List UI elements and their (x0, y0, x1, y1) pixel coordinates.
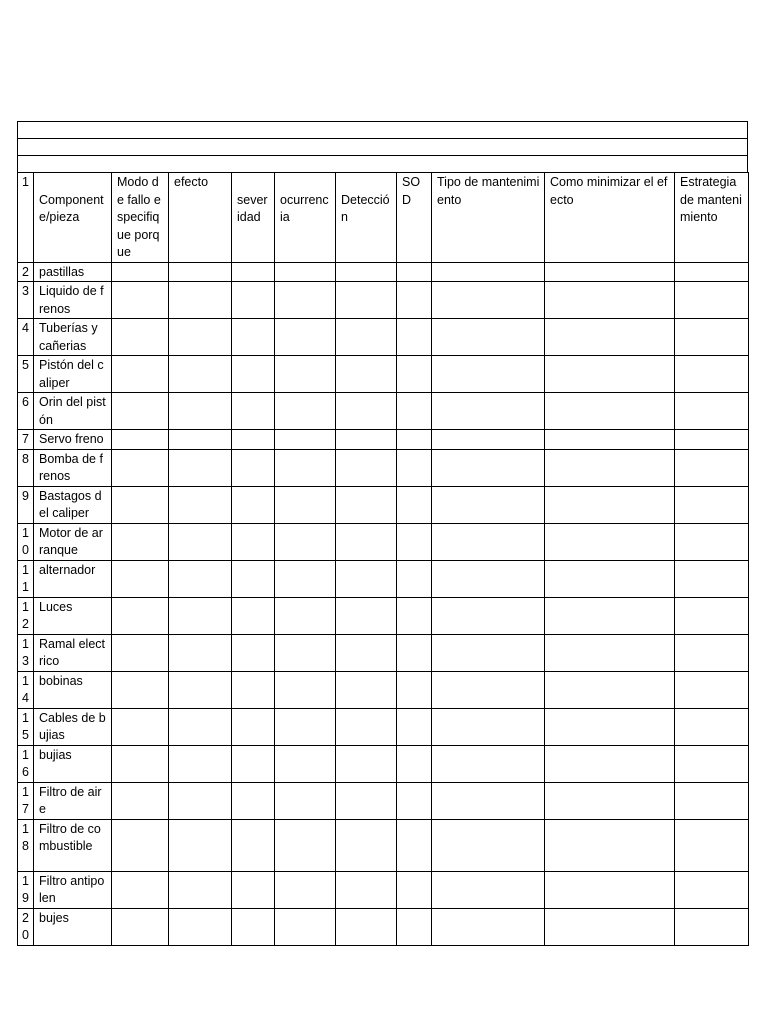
table-row (18, 671, 749, 708)
component-cell: bujias (34, 745, 112, 782)
component-cell: Filtro de combustible (34, 819, 112, 871)
sod-cell[interactable] (397, 449, 432, 486)
modo-cell[interactable] (112, 449, 169, 486)
ocurrencia-cell[interactable] (275, 745, 336, 782)
row-number: 11 (18, 560, 34, 597)
table-row (18, 486, 749, 523)
ocurrencia-cell[interactable] (275, 671, 336, 708)
row-number: 2 (18, 262, 34, 282)
header-componente-label: Componente/pieza (39, 192, 104, 224)
severidad-cell[interactable] (232, 523, 275, 560)
modo-cell[interactable] (112, 634, 169, 671)
severidad-cell[interactable] (232, 262, 275, 282)
sod-cell[interactable] (397, 819, 432, 871)
deteccion-cell[interactable] (336, 708, 397, 745)
row-number: 12 (18, 597, 34, 634)
tipo-cell[interactable] (432, 262, 545, 282)
severidad-cell[interactable] (232, 430, 275, 450)
row-number: 18 (18, 819, 34, 871)
component-cell: bujes (34, 908, 112, 945)
component-cell: Tuberías y cañerias (34, 319, 112, 356)
minimizar-cell[interactable] (545, 871, 675, 908)
row-number: 7 (18, 430, 34, 450)
efecto-cell[interactable] (169, 356, 232, 393)
header-estrategia: Estrategia de mantenimiento (675, 173, 749, 263)
deteccion-cell[interactable] (336, 745, 397, 782)
estrategia-cell[interactable] (675, 560, 749, 597)
modo-cell[interactable] (112, 319, 169, 356)
title-band-1 (17, 121, 748, 138)
component-cell: Filtro antipolen (34, 871, 112, 908)
estrategia-cell[interactable] (675, 634, 749, 671)
severidad-cell[interactable] (232, 393, 275, 430)
estrategia-cell[interactable] (675, 782, 749, 819)
row-number: 15 (18, 708, 34, 745)
deteccion-cell[interactable] (336, 908, 397, 945)
sod-cell[interactable] (397, 486, 432, 523)
minimizar-cell[interactable] (545, 819, 675, 871)
header-componente (34, 173, 112, 263)
ocurrencia-cell[interactable] (275, 262, 336, 282)
modo-cell[interactable] (112, 262, 169, 282)
ocurrencia-cell[interactable] (275, 597, 336, 634)
row-number: 19 (18, 871, 34, 908)
tipo-cell[interactable] (432, 486, 545, 523)
component-cell: Servo freno (34, 430, 112, 450)
sod-cell[interactable] (397, 430, 432, 450)
estrategia-cell[interactable] (675, 430, 749, 450)
ocurrencia-cell[interactable] (275, 449, 336, 486)
deteccion-cell[interactable] (336, 560, 397, 597)
table-row (18, 449, 749, 486)
severidad-cell[interactable] (232, 486, 275, 523)
fmea-table (17, 172, 749, 946)
severidad-cell[interactable] (232, 319, 275, 356)
efecto-cell[interactable] (169, 708, 232, 745)
component-cell: Bastagos del caliper (34, 486, 112, 523)
efecto-cell[interactable] (169, 282, 232, 319)
modo-cell[interactable] (112, 282, 169, 319)
header-row (18, 173, 749, 263)
ocurrencia-cell[interactable] (275, 871, 336, 908)
row-number: 3 (18, 282, 34, 319)
severidad-cell[interactable] (232, 449, 275, 486)
header-minimizar: Como minimizar el efecto (545, 173, 675, 263)
modo-cell[interactable] (112, 745, 169, 782)
table-row (18, 430, 749, 450)
deteccion-cell[interactable] (336, 634, 397, 671)
table-row (18, 393, 749, 430)
estrategia-cell[interactable] (675, 671, 749, 708)
ocurrencia-cell[interactable] (275, 523, 336, 560)
row-number: 14 (18, 671, 34, 708)
modo-cell[interactable] (112, 430, 169, 450)
header-severidad-label: severidad (237, 192, 268, 224)
tipo-cell[interactable] (432, 393, 545, 430)
component-cell: pastillas (34, 262, 112, 282)
component-cell: Ramal electrico (34, 634, 112, 671)
sod-cell[interactable] (397, 393, 432, 430)
ocurrencia-cell[interactable] (275, 908, 336, 945)
tipo-cell[interactable] (432, 708, 545, 745)
severidad-cell[interactable] (232, 745, 275, 782)
tipo-cell[interactable] (432, 871, 545, 908)
sod-cell[interactable] (397, 282, 432, 319)
tipo-cell[interactable] (432, 560, 545, 597)
minimizar-cell[interactable] (545, 745, 675, 782)
efecto-cell[interactable] (169, 449, 232, 486)
row-number: 20 (18, 908, 34, 945)
modo-cell[interactable] (112, 523, 169, 560)
deteccion-cell[interactable] (336, 319, 397, 356)
efecto-cell[interactable] (169, 671, 232, 708)
table-row (18, 908, 749, 945)
row-number: 4 (18, 319, 34, 356)
deteccion-cell[interactable] (336, 523, 397, 560)
component-cell: Luces (34, 597, 112, 634)
minimizar-cell[interactable] (545, 671, 675, 708)
minimizar-cell[interactable] (545, 908, 675, 945)
modo-cell[interactable] (112, 356, 169, 393)
row-number: 8 (18, 449, 34, 486)
estrategia-cell[interactable] (675, 449, 749, 486)
deteccion-cell[interactable] (336, 282, 397, 319)
sod-cell[interactable] (397, 523, 432, 560)
estrategia-cell[interactable] (675, 282, 749, 319)
table-row (18, 819, 749, 871)
tipo-cell[interactable] (432, 356, 545, 393)
header-sod: SOD (397, 173, 432, 263)
minimizar-cell[interactable] (545, 708, 675, 745)
minimizar-cell[interactable] (545, 282, 675, 319)
minimizar-cell[interactable] (545, 523, 675, 560)
row-number: 6 (18, 393, 34, 430)
component-cell: Cables de bujias (34, 708, 112, 745)
header-deteccion-label: Detección (341, 192, 390, 224)
efecto-cell[interactable] (169, 393, 232, 430)
row-number: 16 (18, 745, 34, 782)
component-cell: Liquido de frenos (34, 282, 112, 319)
tipo-cell[interactable] (432, 282, 545, 319)
tipo-cell[interactable] (432, 782, 545, 819)
component-cell: alternador (34, 560, 112, 597)
table-row (18, 597, 749, 634)
efecto-cell[interactable] (169, 634, 232, 671)
estrategia-cell[interactable] (675, 486, 749, 523)
component-cell: Pistón del caliper (34, 356, 112, 393)
table-row (18, 634, 749, 671)
minimizar-cell[interactable] (545, 430, 675, 450)
deteccion-cell[interactable] (336, 782, 397, 819)
title-band-3 (17, 155, 748, 172)
ocurrencia-cell[interactable] (275, 356, 336, 393)
estrategia-cell[interactable] (675, 819, 749, 871)
deteccion-cell[interactable] (336, 430, 397, 450)
header-efecto: efecto (169, 173, 232, 263)
fmea-sheet (17, 121, 748, 946)
estrategia-cell[interactable] (675, 908, 749, 945)
deteccion-cell[interactable] (336, 393, 397, 430)
ocurrencia-cell[interactable] (275, 282, 336, 319)
header-modo: Modo de fallo especifique porque (112, 173, 169, 263)
tipo-cell[interactable] (432, 449, 545, 486)
estrategia-cell[interactable] (675, 597, 749, 634)
severidad-cell[interactable] (232, 819, 275, 871)
modo-cell[interactable] (112, 871, 169, 908)
estrategia-cell[interactable] (675, 319, 749, 356)
efecto-cell[interactable] (169, 523, 232, 560)
ocurrencia-cell[interactable] (275, 486, 336, 523)
efecto-cell[interactable] (169, 871, 232, 908)
row-number: 17 (18, 782, 34, 819)
minimizar-cell[interactable] (545, 449, 675, 486)
modo-cell[interactable] (112, 393, 169, 430)
header-deteccion (336, 173, 397, 263)
header-severidad (232, 173, 275, 263)
modo-cell[interactable] (112, 708, 169, 745)
minimizar-cell[interactable] (545, 597, 675, 634)
tipo-cell[interactable] (432, 597, 545, 634)
deteccion-cell[interactable] (336, 356, 397, 393)
efecto-cell[interactable] (169, 430, 232, 450)
modo-cell[interactable] (112, 560, 169, 597)
header-num: 1 (18, 173, 34, 263)
efecto-cell[interactable] (169, 819, 232, 871)
severidad-cell[interactable] (232, 356, 275, 393)
sod-cell[interactable] (397, 597, 432, 634)
sod-cell[interactable] (397, 262, 432, 282)
minimizar-cell[interactable] (545, 356, 675, 393)
modo-cell[interactable] (112, 486, 169, 523)
header-ocurrencia-label: ocurrencia (280, 192, 329, 224)
ocurrencia-cell[interactable] (275, 634, 336, 671)
efecto-cell[interactable] (169, 319, 232, 356)
efecto-cell[interactable] (169, 597, 232, 634)
modo-cell[interactable] (112, 908, 169, 945)
table-row (18, 319, 749, 356)
component-cell: bobinas (34, 671, 112, 708)
tipo-cell[interactable] (432, 523, 545, 560)
severidad-cell[interactable] (232, 597, 275, 634)
minimizar-cell[interactable] (545, 319, 675, 356)
table-row (18, 782, 749, 819)
table-row (18, 262, 749, 282)
component-cell: Bomba de frenos (34, 449, 112, 486)
estrategia-cell[interactable] (675, 262, 749, 282)
estrategia-cell[interactable] (675, 393, 749, 430)
sod-cell[interactable] (397, 319, 432, 356)
minimizar-cell[interactable] (545, 486, 675, 523)
component-cell: Orin del pistón (34, 393, 112, 430)
estrategia-cell[interactable] (675, 523, 749, 560)
estrategia-cell[interactable] (675, 871, 749, 908)
severidad-cell[interactable] (232, 908, 275, 945)
severidad-cell[interactable] (232, 560, 275, 597)
minimizar-cell[interactable] (545, 634, 675, 671)
modo-cell[interactable] (112, 782, 169, 819)
ocurrencia-cell[interactable] (275, 560, 336, 597)
sod-cell[interactable] (397, 745, 432, 782)
sod-cell[interactable] (397, 560, 432, 597)
ocurrencia-cell[interactable] (275, 393, 336, 430)
deteccion-cell[interactable] (336, 486, 397, 523)
tipo-cell[interactable] (432, 908, 545, 945)
sod-cell[interactable] (397, 782, 432, 819)
modo-cell[interactable] (112, 671, 169, 708)
tipo-cell[interactable] (432, 319, 545, 356)
ocurrencia-cell[interactable] (275, 708, 336, 745)
ocurrencia-cell[interactable] (275, 430, 336, 450)
severidad-cell[interactable] (232, 708, 275, 745)
row-number: 5 (18, 356, 34, 393)
sod-cell[interactable] (397, 356, 432, 393)
minimizar-cell[interactable] (545, 393, 675, 430)
table-row (18, 282, 749, 319)
table-row (18, 560, 749, 597)
estrategia-cell[interactable] (675, 356, 749, 393)
title-band-2 (17, 138, 748, 155)
efecto-cell[interactable] (169, 560, 232, 597)
efecto-cell[interactable] (169, 908, 232, 945)
row-number: 13 (18, 634, 34, 671)
sod-cell[interactable] (397, 871, 432, 908)
tipo-cell[interactable] (432, 819, 545, 871)
severidad-cell[interactable] (232, 282, 275, 319)
component-cell: Motor de arranque (34, 523, 112, 560)
ocurrencia-cell[interactable] (275, 319, 336, 356)
efecto-cell[interactable] (169, 262, 232, 282)
severidad-cell[interactable] (232, 782, 275, 819)
ocurrencia-cell[interactable] (275, 819, 336, 871)
deteccion-cell[interactable] (336, 262, 397, 282)
table-row (18, 356, 749, 393)
row-number: 9 (18, 486, 34, 523)
tipo-cell[interactable] (432, 671, 545, 708)
table-row (18, 745, 749, 782)
deteccion-cell[interactable] (336, 597, 397, 634)
sod-cell[interactable] (397, 908, 432, 945)
deteccion-cell[interactable] (336, 671, 397, 708)
severidad-cell[interactable] (232, 634, 275, 671)
severidad-cell[interactable] (232, 871, 275, 908)
minimizar-cell[interactable] (545, 782, 675, 819)
efecto-cell[interactable] (169, 782, 232, 819)
deteccion-cell[interactable] (336, 871, 397, 908)
header-tipo: Tipo de mantenimiento (432, 173, 545, 263)
estrategia-cell[interactable] (675, 708, 749, 745)
deteccion-cell[interactable] (336, 819, 397, 871)
component-cell: Filtro de aire (34, 782, 112, 819)
severidad-cell[interactable] (232, 671, 275, 708)
tipo-cell[interactable] (432, 430, 545, 450)
row-number: 10 (18, 523, 34, 560)
sod-cell[interactable] (397, 634, 432, 671)
efecto-cell[interactable] (169, 745, 232, 782)
sod-cell[interactable] (397, 708, 432, 745)
efecto-cell[interactable] (169, 486, 232, 523)
minimizar-cell[interactable] (545, 262, 675, 282)
minimizar-cell[interactable] (545, 560, 675, 597)
estrategia-cell[interactable] (675, 745, 749, 782)
modo-cell[interactable] (112, 597, 169, 634)
sod-cell[interactable] (397, 671, 432, 708)
tipo-cell[interactable] (432, 634, 545, 671)
table-row (18, 871, 749, 908)
table-row (18, 523, 749, 560)
table-row (18, 708, 749, 745)
tipo-cell[interactable] (432, 745, 545, 782)
header-ocurrencia (275, 173, 336, 263)
deteccion-cell[interactable] (336, 449, 397, 486)
modo-cell[interactable] (112, 819, 169, 871)
ocurrencia-cell[interactable] (275, 782, 336, 819)
